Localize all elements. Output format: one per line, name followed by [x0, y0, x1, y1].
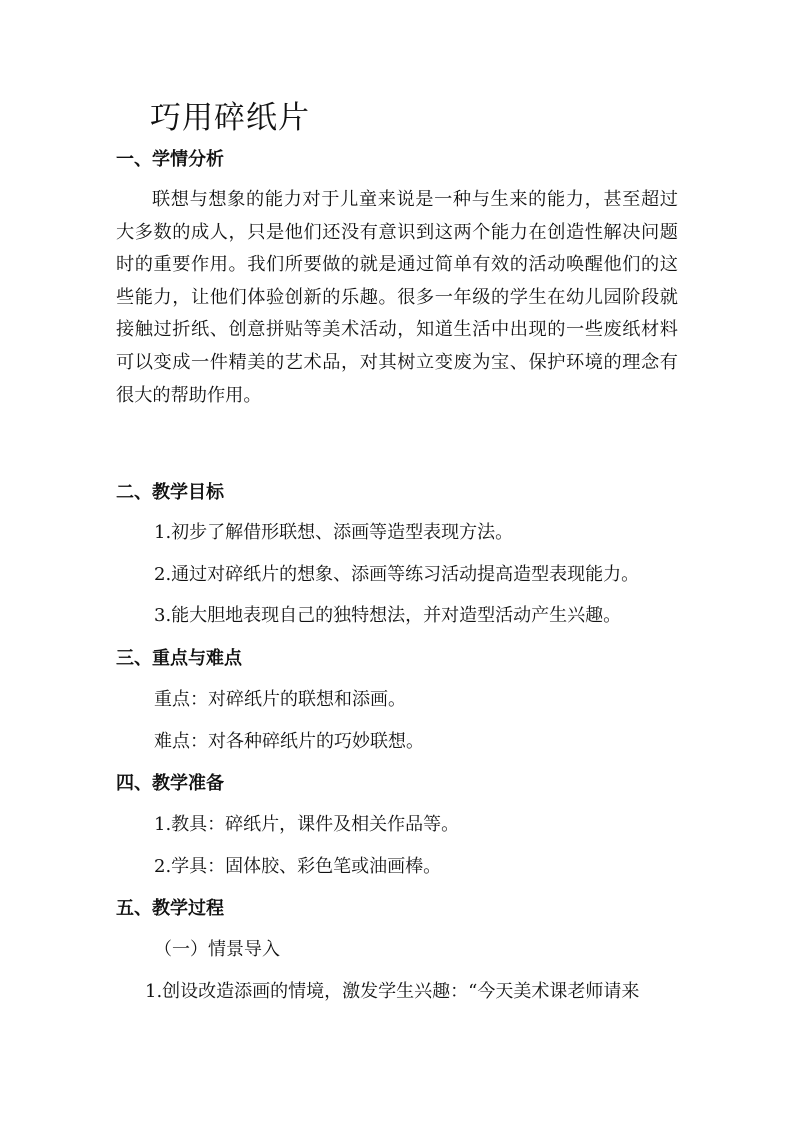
preparation-item-1: 1.教具：碎纸片，课件及相关作品等。 [154, 814, 460, 835]
document-title: 巧用碎纸片 [150, 100, 310, 136]
section-heading-preparation: 四、教学准备 [116, 773, 224, 794]
goal-item-2: 2.通过对碎纸片的想象、添画等练习活动提高造型表现能力。 [154, 564, 640, 585]
analysis-paragraph: 联想与想象的能力对于儿童来说是一种与生来的能力，甚至超过大多数的成人，只是他们还没有意识到这两个能力在创造性解决问题时的重要作用。我们所要做的就是通过简单有效的活动唤醒他们的这些能力，让他们体验创新的乐趣。很多一年级的学生在幼儿园阶段就接触过折纸、创意拼贴等美术活动，知道生活中出现的一些废纸材料可以变成一件精美的艺术品，对其树立变废为宝、保护环境的理念有很大的帮助作用。 [116, 189, 678, 406]
process-item-1: 1.创设改造添画的情境，激发学生兴趣：“今天美术课老师请来 [145, 981, 640, 1002]
difficulty-item: 难点：对各种碎纸片的巧妙联想。 [154, 731, 424, 752]
section-heading-analysis: 一、学情分析 [116, 149, 224, 170]
goal-item-3: 3.能大胆地表现自己的独特想法，并对造型活动产生兴趣。 [154, 605, 622, 626]
goal-item-1: 1.初步了解借形联想、添画等造型表现方法。 [154, 522, 514, 543]
key-point-item: 重点：对碎纸片的联想和添画。 [154, 689, 406, 710]
preparation-item-2: 2.学具：固体胶、彩色笔或油画棒。 [154, 856, 442, 877]
section-heading-key-points: 三、重点与难点 [116, 648, 242, 669]
process-sub-heading: （一）情景导入 [154, 939, 280, 960]
section-heading-process: 五、教学过程 [116, 898, 224, 919]
section-heading-goals: 二、教学目标 [116, 482, 224, 503]
